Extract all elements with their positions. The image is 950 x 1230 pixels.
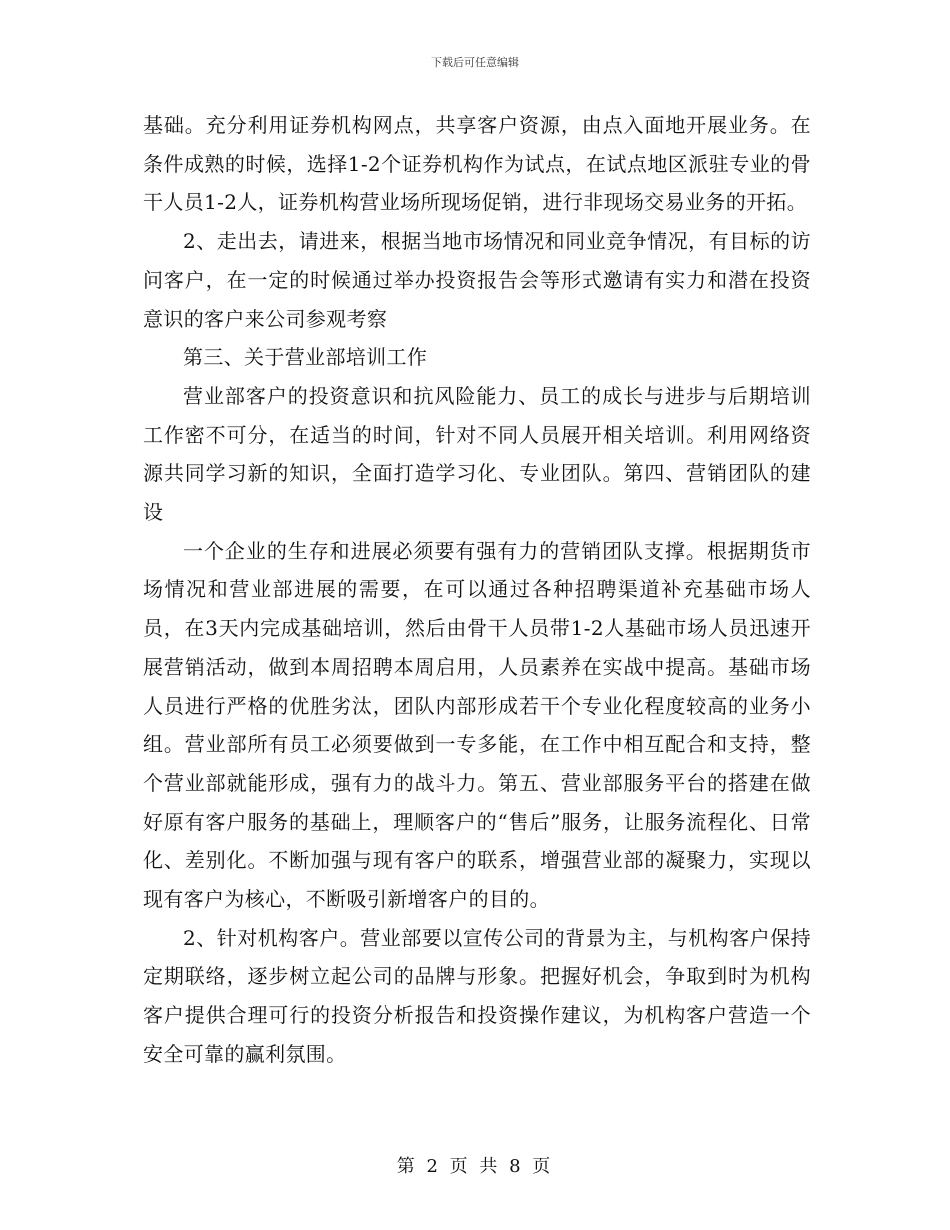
section-heading: 第三、关于营业部培训工作 <box>183 345 428 370</box>
paragraph: 营业部客户的投资意识和抗风险能力、员工的成长与进步与后期培训工作密不可分，在适当的时间，针对不同人员展开相关培训。利用网络资源共同学习新的知识，全面打造学习化、专业团队。第四、营销团队的建设 <box>143 383 811 525</box>
paragraph: 2、针对机构客户。营业部要以宣传公司的背景为主，与机构客户保持定期联络，逐步树立起公司的品牌与形象。把握好机会，争取到时为机构客户提供合理可行的投资分析报告和投资操作建议，为机构客户营造一个安全可靠的赢利氛围。 <box>143 925 811 1066</box>
paragraph: 2、走出去，请进来，根据当地市场情况和同业竞争情况，有目标的访问客户，在一定的时候通过举办投资报告会等形式邀请有实力和潜在投资意识的客户来公司参观考察 <box>143 229 811 331</box>
page-header: 下载后可任意编辑 <box>431 56 519 69</box>
page-number: 第 2 页 共 8 页 <box>396 1156 554 1177</box>
paragraph: 基础。充分利用证券机构网点，共享客户资源，由点入面地开展业务。在条件成熟的时候，选择1-2个证券机构作为试点，在试点地区派驻专业的骨干人员1-2人，证券机构营业场所现场促销，进行非现场交易业务的开拓。 <box>143 113 811 215</box>
paragraph: 一个企业的生存和进展必须要有强有力的营销团队支撑。根据期货市场情况和营业部进展的需要，在可以通过各种招聘渠道补充基础市场人员，在3天内完成基础培训，然后由骨干人员带1-2人基础市场人员迅速开展营销活动，做到本周招聘本周启用，人员素养在实战中提高。基础市场人员进行严格的优胜劣汰，团队内部形成若干个专业化程度较高的业务小组。营业部所有员工必须要做到一专多能，在工作中相互配合和支持，整个营业部就能形成，强有力的战斗力。第五、营业部服务平台的搭建在做好原有客户服务的基础上，理顺客户的“售后”服务，让服务流程化、日常化、差别化。不断加强与现有客户的联系，增强营业部的凝聚力，实现以现有客户为核心，不断吸引新增客户的目的。 <box>143 538 811 912</box>
document-body <box>143 106 811 1074</box>
